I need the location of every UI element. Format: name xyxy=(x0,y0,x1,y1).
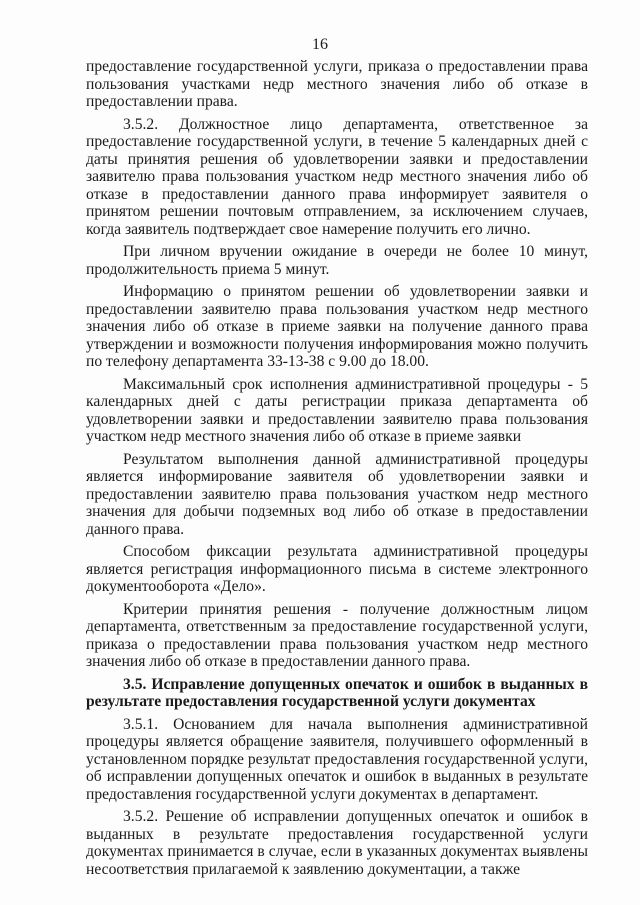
paragraph-continuation: предоставление государственной услуги, приказа о предоставлении права пользования участками недр местного значения либо об отказе в предоставлении права. xyxy=(86,58,588,110)
paragraph-information: Информацию о принятом решении об удовлетворении заявки и предоставлении заявителю права пользования участком недр местного значения либо об отказе в приеме заявки на получение данного права утверждении и возможности получения информирования можно получить по телефону департамента 33-13-38 с 9.00 до 18.00. xyxy=(86,283,588,370)
paragraph-criteria: Критерии принятия решения - получение должностным лицом департамента, ответственным за предоставление государственной услуги, приказа о предоставлении права пользования участком недр местного значения либо об отказе в предоставлении данного права. xyxy=(86,600,588,670)
document-body xyxy=(86,58,588,878)
paragraph-fixation: Способом фиксации результата административной процедуры является регистрация информационного письма в системе электронного документооборота «Дело». xyxy=(86,543,588,595)
section-heading-3-5: 3.5. Исправление допущенных опечаток и ошибок в выданных в результате предоставления государственной услуги документах xyxy=(86,675,588,710)
paragraph-3-5-1: 3.5.1. Основанием для начала выполнения административной процедуры является обращение заявителя, получившего оформленный в установленном порядке результат предоставления государственной услуги, об исправлении допущенных опечаток и ошибок в выданных в результате предоставления государственной услуги документах в департамент. xyxy=(86,715,588,803)
paragraph-3-5-2-notification: 3.5.2. Должностное лицо департамента, ответственное за предоставление государственной услуги, в течение 5 календарных дней с даты принятия решения об удовлетворении заявки и предоставлении заявителю права пользования участком недр местного значения либо об отказе в предоставлении данного права информирует заявителя о принятом решении почтовым отправлением, за исключением случаев, когда заявитель подтверждает свое намерение получить его лично. xyxy=(86,115,588,238)
paragraph-waiting-time: При личном вручении ожидание в очереди не более 10 минут, продолжительность приема 5 минут. xyxy=(86,243,588,278)
page-number: 16 xyxy=(312,36,328,53)
paragraph-max-term: Максимальный срок исполнения административной процедуры - 5 календарных дней с даты регистрации приказа департамента об удовлетворении заявки и предоставлении заявителю права пользования участком недр местного значения либо об отказе в приеме заявки xyxy=(86,375,588,445)
paragraph-result: Результатом выполнения данной административной процедуры является информирование заявителя об удовлетворении заявки и предоставлении заявителю права пользования участком недр местного значения для добычи подземных вод либо об отказе в предоставлении данного права. xyxy=(86,450,588,538)
paragraph-3-5-2-decision: 3.5.2. Решение об исправлении допущенных опечаток и ошибок в выданных в результате предоставления государственной услуги документах принимается в случае, если в указанных документах выявлены несоответствия прилагаемой к заявлению документации, а также xyxy=(86,808,588,878)
